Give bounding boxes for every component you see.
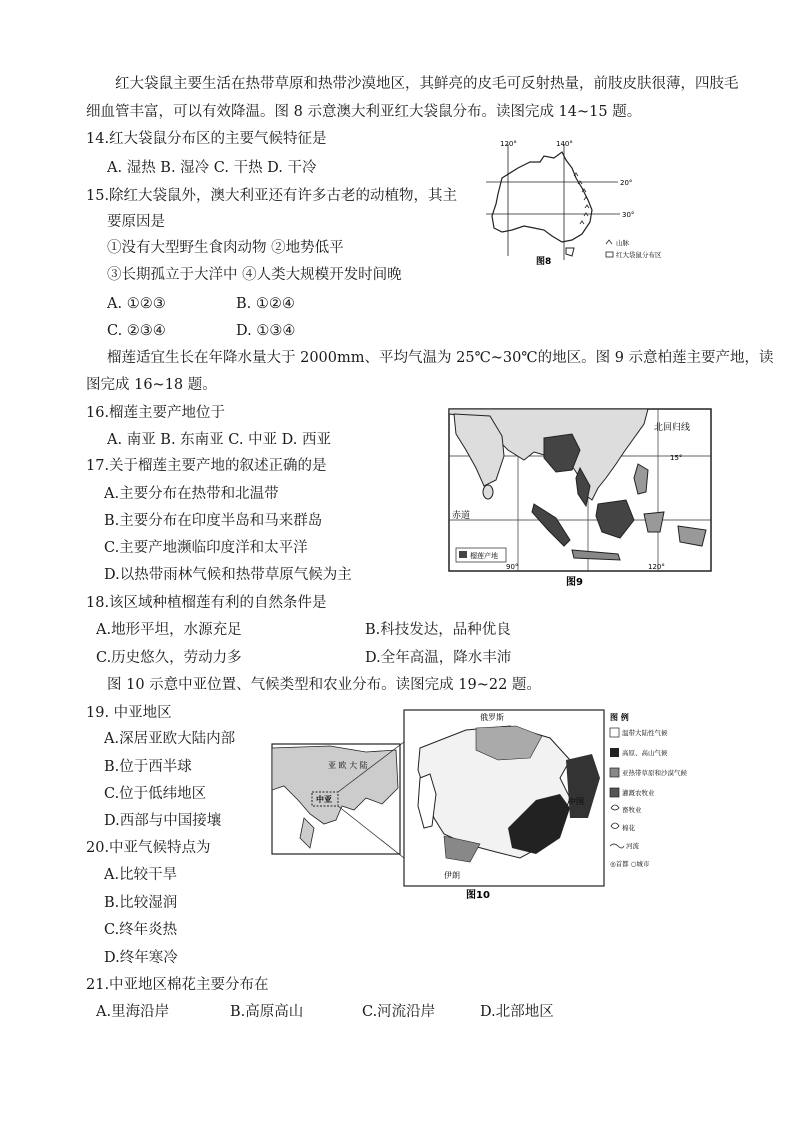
q18-option-a: A.地形平坦，水源充足 xyxy=(96,622,242,638)
fig8-caption: 图8 xyxy=(536,257,552,267)
q18-option-d: D.全年高温，降水丰沛 xyxy=(365,650,512,666)
q19-option-b: B.位于西半球 xyxy=(104,759,192,775)
q20-option-b: B.比较湿润 xyxy=(104,895,178,911)
q19-stem: 19. 中亚地区 xyxy=(86,705,172,721)
fig9-lat15-label: 15° xyxy=(670,454,683,462)
fig9-legend: 榴莲产地 xyxy=(470,552,498,560)
q14-options: A. 湿热 B. 湿冷 C. 干热 D. 干冷 xyxy=(107,160,317,176)
fig8-legend-mountain: 山脉 xyxy=(616,239,629,247)
q15-stem: 15.除红大袋鼠外，澳大利亚还有许多古老的动植物，其主 xyxy=(86,188,458,204)
q15-option-b: B. ①②④ xyxy=(236,296,295,312)
intro3-line1: 图 10 示意中亚位置、气候类型和农业分布。读图完成 19~22 题。 xyxy=(107,677,541,693)
q15-item1: ①没有大型野生食肉动物 ②地势低平 xyxy=(107,240,344,256)
q17-option-d: D.以热带雨林气候和热带草原气候为主 xyxy=(104,567,352,583)
fig10-caption: 图10 xyxy=(466,890,490,901)
q18-stem: 18.该区域种植榴莲有利的自然条件是 xyxy=(86,595,327,611)
fig8-lat-20: 20° xyxy=(620,179,633,187)
cotton-legend-icon xyxy=(611,823,619,829)
fig8-legend-range: 红大袋鼠分布区 xyxy=(616,251,662,259)
fig10-legend4: 灌溉农牧业 xyxy=(622,789,655,797)
intro-paragraph-line2: 细血管丰富，可以有效降温。图 8 示意澳大利亚红大袋鼠分布。读图完成 14~15 题。 xyxy=(86,104,642,120)
fig10-legend-title: 图 例 xyxy=(610,713,629,722)
fig10-inset-ca: 中亚 xyxy=(316,795,332,804)
q17-stem: 17.关于榴莲主要产地的叙述正确的是 xyxy=(86,458,327,474)
fig10-legend6: 棉花 xyxy=(622,824,635,832)
fig9-tropic-label: 北回归线 xyxy=(654,423,691,433)
figure-9-durian-map xyxy=(448,408,713,588)
q15-option-a: A. ①②③ xyxy=(107,296,166,312)
fig8-lon-140: 140° xyxy=(556,140,573,148)
intro-paragraph-line1: 红大袋鼠主要生活在热带草原和热带沙漠地区，其鲜亮的皮毛可反射热量，前肢皮肤很薄，四肢毛 xyxy=(115,76,739,92)
q19-option-a: A.深居亚欧大陆内部 xyxy=(104,731,236,747)
q18-option-c: C.历史悠久，劳动力多 xyxy=(96,650,242,666)
q19-option-d: D.西部与中国接壤 xyxy=(104,813,222,829)
q19-option-c: C.位于低纬地区 xyxy=(104,786,207,802)
fig9-caption: 图9 xyxy=(566,577,583,588)
q17-option-a: A.主要分布在热带和北温带 xyxy=(104,486,279,502)
q21-option-a: A.里海沿岸 xyxy=(96,1004,170,1020)
mountain-legend-icon xyxy=(606,240,612,244)
q20-stem: 20.中亚气候特点为 xyxy=(86,840,211,856)
q20-option-c: C.终年炎热 xyxy=(104,922,178,938)
q16-stem: 16.榴莲主要产地位于 xyxy=(86,405,226,421)
fig10-china: 中国 xyxy=(568,797,584,806)
fig10-legend3: 亚热带草原和沙漠气候 xyxy=(622,769,687,777)
q15-item2: ③长期孤立于大洋中 ④人类大规模开发时间晚 xyxy=(107,267,402,283)
q15-option-c: C. ②③④ xyxy=(107,323,166,339)
q20-option-a: A.比较干旱 xyxy=(104,867,178,883)
fig10-legend2: 高原、高山气候 xyxy=(622,749,668,757)
intro2-line2: 图完成 16~18 题。 xyxy=(86,377,217,393)
fig10-legend1: 温带大陆性气候 xyxy=(622,729,668,737)
intro2-line1: 榴莲适宜生长在年降水量大于 2000mm、平均气温为 25℃~30℃的地区。图 9 示意柏莲主要产地，读 xyxy=(107,350,774,366)
q17-option-c: C.主要产地濒临印度洋和太平洋 xyxy=(104,540,308,556)
q18-option-b: B.科技发达，品种优良 xyxy=(365,622,511,638)
livestock-legend-icon xyxy=(611,805,619,810)
q15-option-d: D. ①③④ xyxy=(236,323,296,339)
fig8-lon-120: 120° xyxy=(500,140,517,148)
q20-option-d: D.终年寒冷 xyxy=(104,950,178,966)
river-legend-icon xyxy=(610,844,624,848)
q21-stem: 21.中亚地区棉花主要分布在 xyxy=(86,977,269,993)
q16-options: A. 南亚 B. 东南亚 C. 中亚 D. 西亚 xyxy=(107,432,332,448)
fig9-lon120-label: 120° xyxy=(648,563,665,571)
range-legend-icon xyxy=(606,252,613,257)
fig10-legend5: 畜牧业 xyxy=(622,806,642,814)
fig10-inset-asia: 亚 欧 大 陆 xyxy=(328,761,368,770)
q15-stem-cont: 要原因是 xyxy=(107,214,165,230)
fig10-iran: 伊朗 xyxy=(444,871,460,880)
fig8-lat-30: 30° xyxy=(622,211,635,219)
figure-10-central-asia-map xyxy=(270,708,716,902)
fig9-lon90-label: 90° xyxy=(506,563,519,571)
q14-stem: 14.红大袋鼠分布区的主要气候特征是 xyxy=(86,131,327,147)
fig10-russia: 俄罗斯 xyxy=(480,713,504,722)
durian-legend-swatch xyxy=(459,551,467,558)
fig10-legend8: ◎首都 ○城市 xyxy=(610,860,650,868)
q21-option-d: D.北部地区 xyxy=(480,1004,554,1020)
fig9-equator-label: 赤道 xyxy=(452,511,471,521)
figure-8-australia-map xyxy=(478,138,703,270)
q21-option-b: B.高原高山 xyxy=(230,1004,304,1020)
fig10-legend7: 河流 xyxy=(626,842,639,850)
q21-option-c: C.河流沿岸 xyxy=(362,1004,436,1020)
q17-option-b: B.主要分布在印度半岛和马来群岛 xyxy=(104,513,323,529)
